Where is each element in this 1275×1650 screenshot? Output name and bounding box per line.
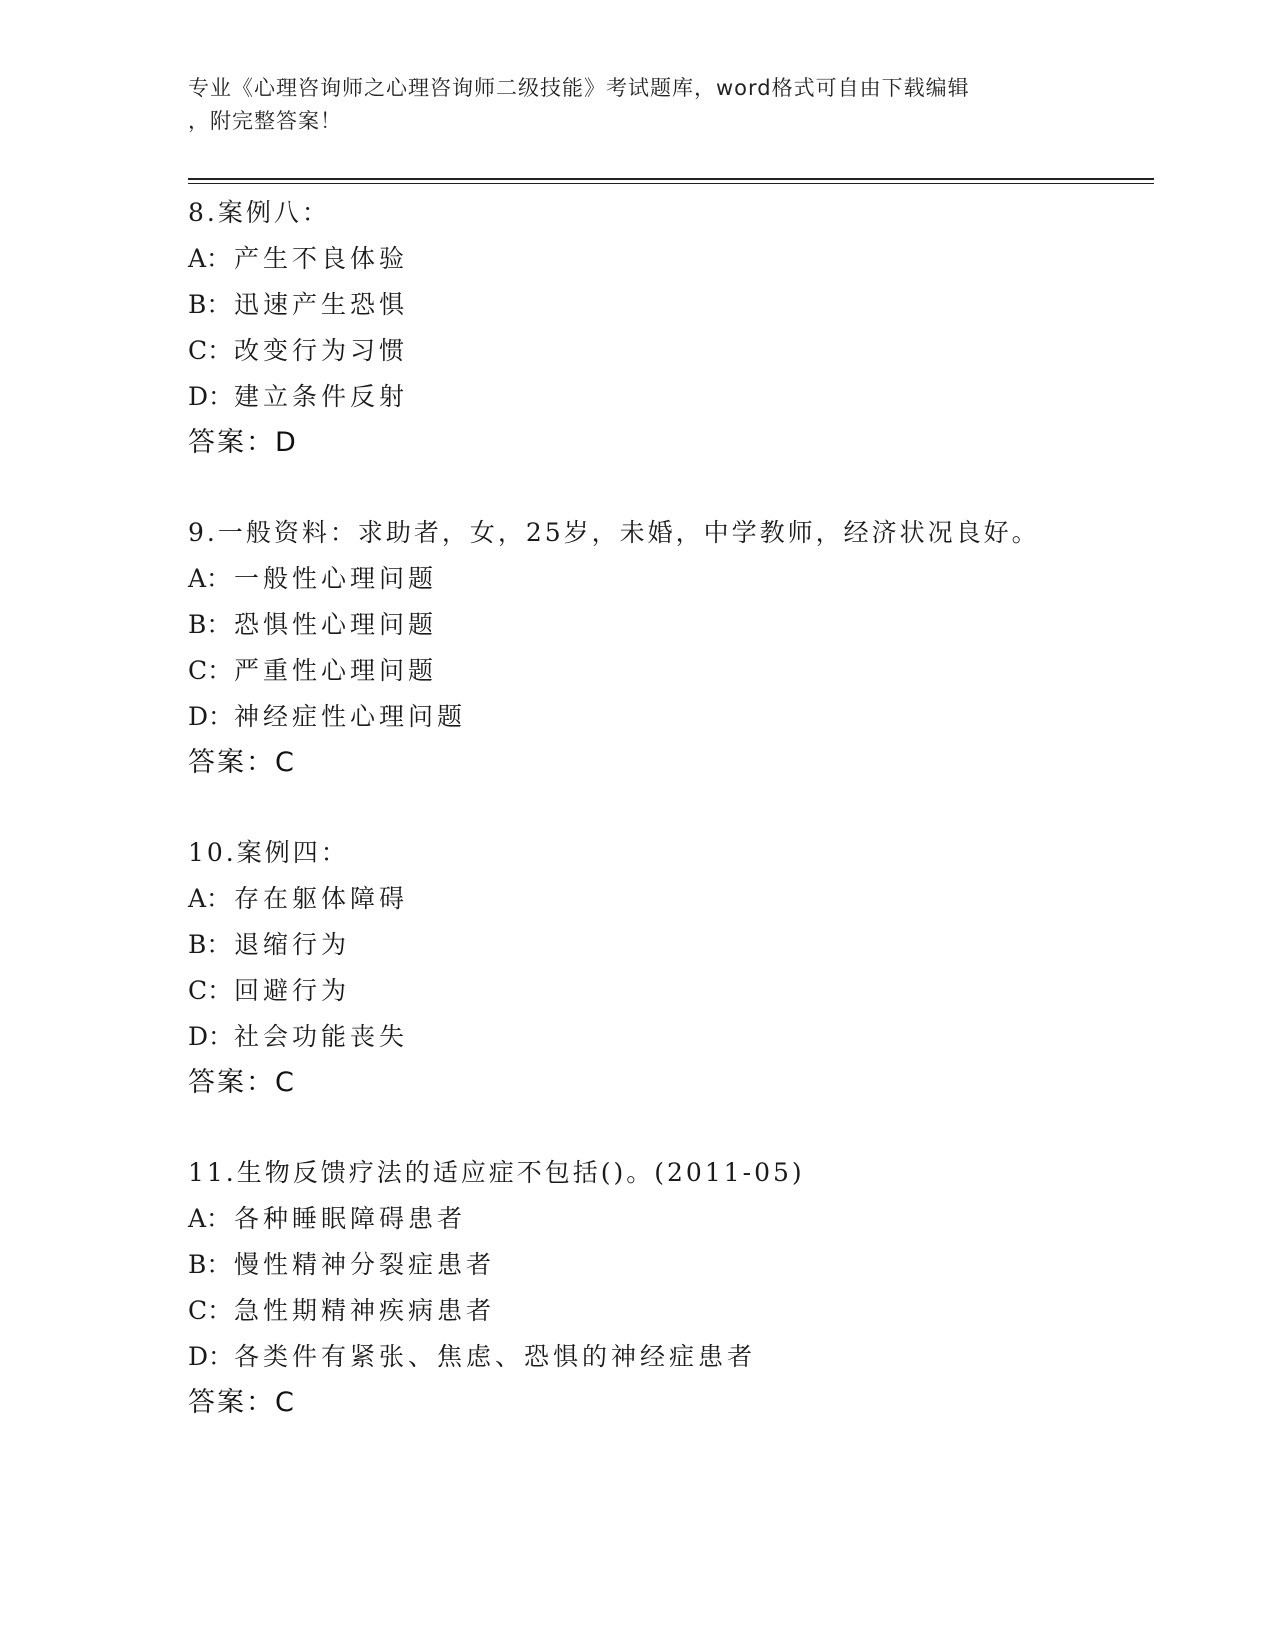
option-a [188, 1196, 1148, 1242]
option-b [188, 922, 1148, 968]
option-key: B： [188, 290, 232, 319]
option-b [188, 282, 1148, 328]
option-text: 一般性心理问题 [234, 564, 438, 593]
option-c [188, 1288, 1148, 1334]
option-text: 急性期精神疾病患者 [234, 1296, 496, 1325]
option-b [188, 602, 1148, 648]
option-text: 社会功能丧失 [234, 1022, 409, 1051]
option-c [188, 648, 1148, 694]
question-9 [188, 510, 1148, 786]
option-key: B： [188, 610, 232, 639]
question-stem: 8.案例八： [188, 198, 330, 227]
option-key: C： [188, 1296, 233, 1325]
answer: 答案：C [188, 1387, 296, 1418]
answer: 答案：D [188, 427, 298, 458]
question-stem: 10.案例四： [188, 838, 349, 867]
answer: 答案：C [188, 747, 296, 778]
option-key: A： [188, 884, 232, 913]
option-key: D： [188, 382, 234, 411]
question-10 [188, 830, 1148, 1106]
question-8 [188, 190, 1148, 466]
option-text: 存在躯体障碍 [234, 884, 409, 913]
header-line-1: 专业《心理咨询师之心理咨询师二级技能》考试题库，word格式可自由下载编辑 [188, 76, 970, 100]
option-a [188, 876, 1148, 922]
option-a [188, 556, 1148, 602]
option-text: 慢性精神分裂症患者 [234, 1250, 496, 1279]
option-d [188, 1334, 1148, 1380]
answer: 答案：C [188, 1067, 296, 1098]
option-text: 改变行为习惯 [234, 336, 409, 365]
option-key: A： [188, 1204, 232, 1233]
option-d [188, 374, 1148, 420]
option-key: B： [188, 1250, 232, 1279]
option-key: C： [188, 656, 233, 685]
header-line-2: ，附完整答案！ [188, 109, 342, 133]
option-text: 退缩行为 [234, 930, 351, 959]
option-text: 产生不良体验 [234, 244, 409, 273]
option-text: 恐惧性心理问题 [234, 610, 438, 639]
option-key: C： [188, 976, 233, 1005]
header-divider-thick [188, 178, 1154, 180]
option-text: 神经症性心理问题 [234, 702, 467, 731]
option-a [188, 236, 1148, 282]
option-key: B： [188, 930, 232, 959]
question-11 [188, 1150, 1148, 1426]
option-key: C： [188, 336, 233, 365]
option-key: A： [188, 564, 232, 593]
option-key: D： [188, 1022, 234, 1051]
option-text: 各种睡眠障碍患者 [234, 1204, 467, 1233]
document-header [188, 72, 1088, 138]
option-text: 各类件有紧张、焦虑、恐惧的神经症患者 [234, 1342, 757, 1371]
option-text: 迅速产生恐惧 [234, 290, 409, 319]
question-stem: 11.生物反馈疗法的适应症不包括()。(2011-05) [188, 1158, 805, 1187]
header-divider-thin [188, 183, 1154, 184]
question-stem: 9.一般资料：求助者，女，25岁，未婚，中学教师，经济状况良好。 [188, 518, 1040, 547]
option-text: 建立条件反射 [234, 382, 409, 411]
option-key: D： [188, 702, 234, 731]
option-c [188, 328, 1148, 374]
option-text: 回避行为 [234, 976, 351, 1005]
option-d [188, 1014, 1148, 1060]
option-text: 严重性心理问题 [234, 656, 438, 685]
option-key: D： [188, 1342, 234, 1371]
option-d [188, 694, 1148, 740]
option-b [188, 1242, 1148, 1288]
option-key: A： [188, 244, 232, 273]
option-c [188, 968, 1148, 1014]
